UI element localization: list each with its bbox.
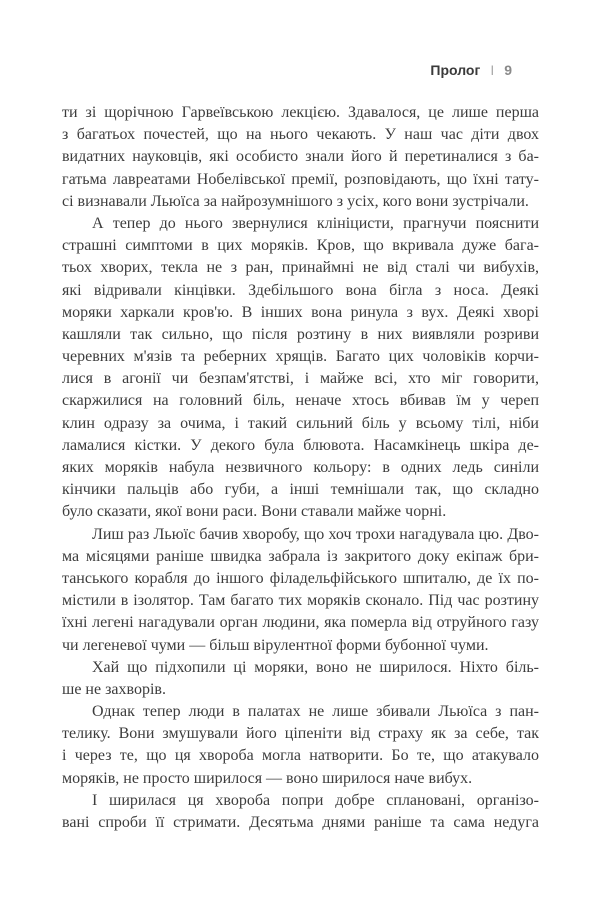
paragraph [62, 657, 539, 701]
text-line: танського корабля до іншого філадельфійського шпиталю, де їх по- [62, 569, 539, 587]
text-line: кінчики пальців або губи, а інші темнішали так, що складно [62, 481, 539, 499]
text-line: черевних м'язів та реберних хрящів. Багато цих чоловіків корчи- [62, 348, 539, 366]
paragraph [62, 524, 539, 657]
text-line: кашляли так сильно, що після розтину в них виявляли розриви [62, 325, 539, 343]
text-line: сі визнавали Льюїса за найрозумнішого з усіх, кого вони зустрічали. [62, 192, 529, 210]
text-line: видатних науковців, які особисто знали його й перетиналися з ба- [62, 148, 539, 166]
paragraph [62, 102, 539, 213]
text-line: тьох хворих, текла не з ран, принаймні не від сталі чи вибухів, [62, 259, 539, 277]
text-line: ше не захворів. [62, 680, 166, 698]
page-body [62, 102, 539, 834]
text-line: І ширилася ця хвороба попри добре сплановані, організо- [92, 791, 539, 809]
text-line: чи легеневої чуми — більш вірулентної форми бубонної чуми. [62, 636, 489, 654]
text-line: і через те, що ця хвороба могла натворити. Бо те, що атакувало [62, 747, 539, 765]
text-line: ти зі щорічною Гарвеївською лекцією. Здавалося, це лише перша [62, 104, 539, 121]
paragraph [62, 701, 539, 790]
paragraph [62, 790, 539, 834]
text-line: ламалися кістки. У декого була блювота. Насамкінець шкіра де- [62, 436, 539, 454]
text-line: ма місяцями раніше швидка забрала із закритого доку екіпаж бри- [62, 547, 539, 565]
running-header [430, 62, 512, 78]
paragraph [62, 213, 539, 524]
text-line: А тепер до нього звернулися клініцисти, прагнучи пояснити [92, 214, 539, 232]
text-line: скаржилися на головний біль, неначе хтось вбивав їм у череп [62, 392, 539, 410]
text-line: Однак тепер люди в палатах не лише збивали Льюїса з пан- [92, 703, 539, 721]
text-line: містили в ізолятор. Там багато тих моряків сконало. Під час розтину [62, 592, 539, 610]
text-line: Хай що підхопили ці моряки, воно не ширилося. Ніхто біль- [92, 658, 539, 676]
text-line: телику. Вони змушували його ціпеніти від страху як за себе, так [62, 725, 539, 743]
text-line: страшні симптоми в цих моряків. Кров, що вкривала дуже бага- [62, 237, 539, 255]
chapter-title: Пролог [430, 62, 481, 78]
text-line: клин одразу за очима, і такий сильний біль у всьому тілі, ніби [62, 414, 539, 432]
text-line: гатьма лавреатами Нобелівської премії, розповідають, що їхні тату- [62, 170, 539, 188]
page-number: 9 [504, 62, 512, 78]
text-line: Лиш раз Льюїс бачив хворобу, що хоч трохи нагадувала цю. Дво- [92, 525, 539, 543]
text-line: моряків, не просто ширилося — воно ширилося наче вибух. [62, 769, 473, 787]
text-line: їхні легені нагадували орган людини, яка померла від отруйного газу [62, 614, 539, 632]
text-line: моряки харкали кров'ю. В інших вона ринула з вух. Деякі хворі [62, 303, 539, 321]
header-separator: I [490, 62, 495, 78]
text-line: лися в агонії чи безпам'ятстві, і майже всі, хто міг говорити, [62, 370, 539, 388]
text-line: вані спроби її стримати. Десятьма днями раніше та сама недуга [62, 814, 539, 831]
text-line: які відривали кінцівки. Здебільшого вона бігла з носа. Деякі [62, 281, 539, 299]
text-line: з багатьох почестей, що на нього чекають. У наш час діти двох [62, 126, 539, 144]
text-line: яких моряків набула незвичного кольору: в одних ледь синіли [62, 459, 539, 476]
text-line: було сказати, якої вони раси. Вони ставали майже чорні. [62, 503, 447, 521]
